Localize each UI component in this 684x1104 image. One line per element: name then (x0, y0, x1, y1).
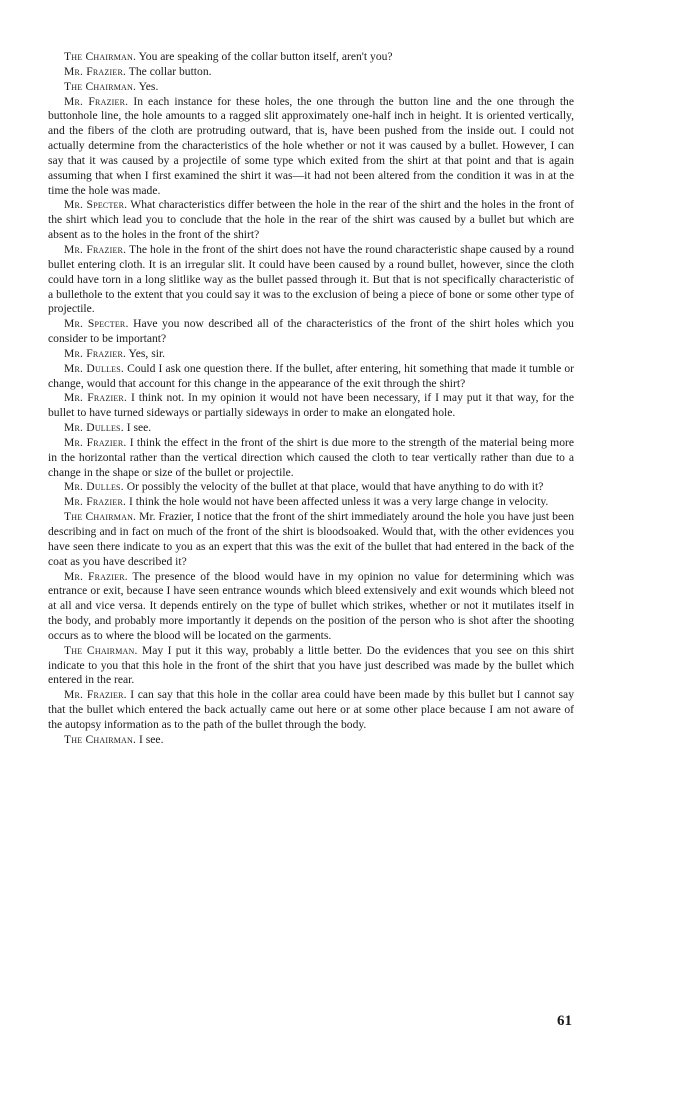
speaker-name: Mr. Specter. (64, 317, 129, 331)
paragraph (48, 480, 574, 495)
paragraph-text: May I put it this way, probably a little better. Do the evidences that you see on this shirt indicate to you that this hole in the front of the shirt that you have just described was made by the bullet which entered in the rear. (48, 643, 574, 687)
speaker-name: Mr. Frazier. (64, 569, 128, 583)
paragraph-text: Or possibly the velocity of the bullet at that place, would that have anything to do with it? (126, 480, 544, 494)
page-number: 61 (557, 1013, 572, 1029)
speaker-name: Mr. Frazier. (64, 64, 127, 78)
paragraph-text: I think the hole would not have been affected unless it was a very large change in velocity. (128, 495, 549, 509)
paragraph (48, 317, 574, 347)
speaker-name: Mr. Frazier. (64, 94, 129, 108)
paragraph (48, 95, 574, 199)
speaker-name: Mr. Frazier. (64, 435, 127, 449)
paragraph-text: I see. (139, 732, 164, 746)
paragraph-text: In each instance for these holes, the one through the button line and the one through the buttonhole line, the hole amounts to a ragged slit approximately one-half inch in height. It is oriented vertically, and the fibers of the cloth are protruding outward, that is, have been pushed from the inside out. I could not actually determine from the characteristics of the hole whether or not it was caused by a bullet. However, I can say that it was caused by a projectile of some type which exited from the shirt at that point and that is again assuming that when I first examined the shirt it was—it had not been altered from the condition it was in at the time the hole was made. (48, 94, 574, 197)
speaker-name: The Chairman. (64, 50, 137, 63)
paragraph-text: Have you now described all of the characteristics of the front of the shirt holes which you consider to be important? (48, 317, 574, 346)
paragraph-text: The presence of the blood would have in my opinion no value for determining which was entrance or exit, because I have seen entrance wounds which bleed extensively and exit wounds which bleed not at all and vice versa. It depends entirely on the type of bullet which strikes, whether or not it mutilates itself in the body, and probably more importantly it depends on the position of the person who is shot after the shooting occurs as to where the blood will be located on the garments. (48, 569, 574, 642)
paragraph-text: Could I ask one question there. If the bullet, after entering, hit something that made it tumble or change, would that account for this change in the appearance of the exit through the shirt? (48, 361, 574, 390)
paragraph-text: Mr. Frazier, I notice that the front of the shirt immediately around the hole you have just been describing and in fact on much of the front of the shirt is bloodsoaked. Would that, with the other evidences you have seen there indicate to you as an expert that this was the exit of the bullet that had entered in the back of the coat as you have described it? (48, 510, 575, 568)
paragraph (48, 421, 574, 436)
paragraph (48, 570, 574, 644)
paragraph (48, 198, 574, 243)
paragraph-text: The hole in the front of the shirt does not have the round characteristic shape caused by a round bullet entering cloth. It is an irregular slit. It could have been caused by a round bullet, however, since the cloth could have torn in a long slitlike way as the bullet passed through it. But that is not specifically characteristic of a bullethole to the extent that you could say it was to the exclusion of being a piece of bone or some other type of projectile. (48, 242, 574, 316)
speaker-name: Mr. Frazier. (64, 391, 128, 405)
speaker-name: Mr. Frazier. (64, 346, 127, 360)
speaker-name: The Chairman. (64, 643, 138, 657)
paragraph (48, 391, 574, 421)
speaker-name: Mr. Specter. (64, 198, 128, 212)
paragraph-text: I can say that this hole in the collar area could have been made by this bullet but I cannot say that the bullet which entered the back actually came out here or at some other place because I am not aware of the autopsy information as to the path of the bullet through the body. (48, 688, 574, 731)
speaker-name: Mr. Frazier. (64, 688, 127, 702)
speaker-name: Mr. Dulles. (64, 480, 124, 494)
paragraph (48, 80, 574, 95)
paragraph (48, 243, 574, 317)
paragraph (48, 65, 574, 80)
paragraph-text: I think the effect in the front of the shirt is due more to the strength of the material being more in the horizontal rather than the vertical direction which caused the cloth to tear vertically rather than due to a change in the shape or size of the bullet or projectile. (48, 435, 574, 479)
paragraph-text: Yes, sir. (128, 346, 166, 360)
speaker-name: Mr. Dulles. (64, 421, 124, 435)
paragraph (48, 733, 574, 748)
paragraph (48, 362, 574, 392)
paragraph-text: You are speaking of the collar button itself, aren't you? (138, 50, 393, 63)
paragraph (48, 644, 574, 689)
speaker-name: The Chairman. (64, 79, 137, 93)
paragraph (48, 347, 574, 362)
paragraph (48, 436, 574, 481)
speaker-name: Mr. Frazier. (64, 242, 127, 256)
speaker-name: The Chairman. (64, 732, 137, 746)
speaker-name: Mr. Frazier. (64, 495, 127, 509)
paragraph (48, 688, 574, 733)
paragraph-text: I see. (126, 421, 152, 435)
paragraph-text: I think not. In my opinion it would not have been necessary, if I may put it that way, for the bullet to have turned sideways or partially sideways in order to make an elongated hole. (48, 391, 574, 420)
paragraph (48, 50, 574, 65)
testimony-text (48, 50, 574, 748)
speaker-name: Mr. Dulles. (64, 361, 124, 375)
paragraph-text: Yes. (138, 79, 159, 93)
paragraph-text: The collar button. (128, 64, 212, 78)
paragraph (48, 495, 574, 510)
speaker-name: The Chairman. (64, 510, 137, 524)
paragraph (48, 510, 574, 569)
paragraph-text: What characteristics differ between the hole in the rear of the shirt and the holes in the front of the shirt which lead you to conclude that the hole in the rear of the shirt was caused by a bullet but which are absent as to the holes in the front of the shirt? (48, 198, 574, 242)
